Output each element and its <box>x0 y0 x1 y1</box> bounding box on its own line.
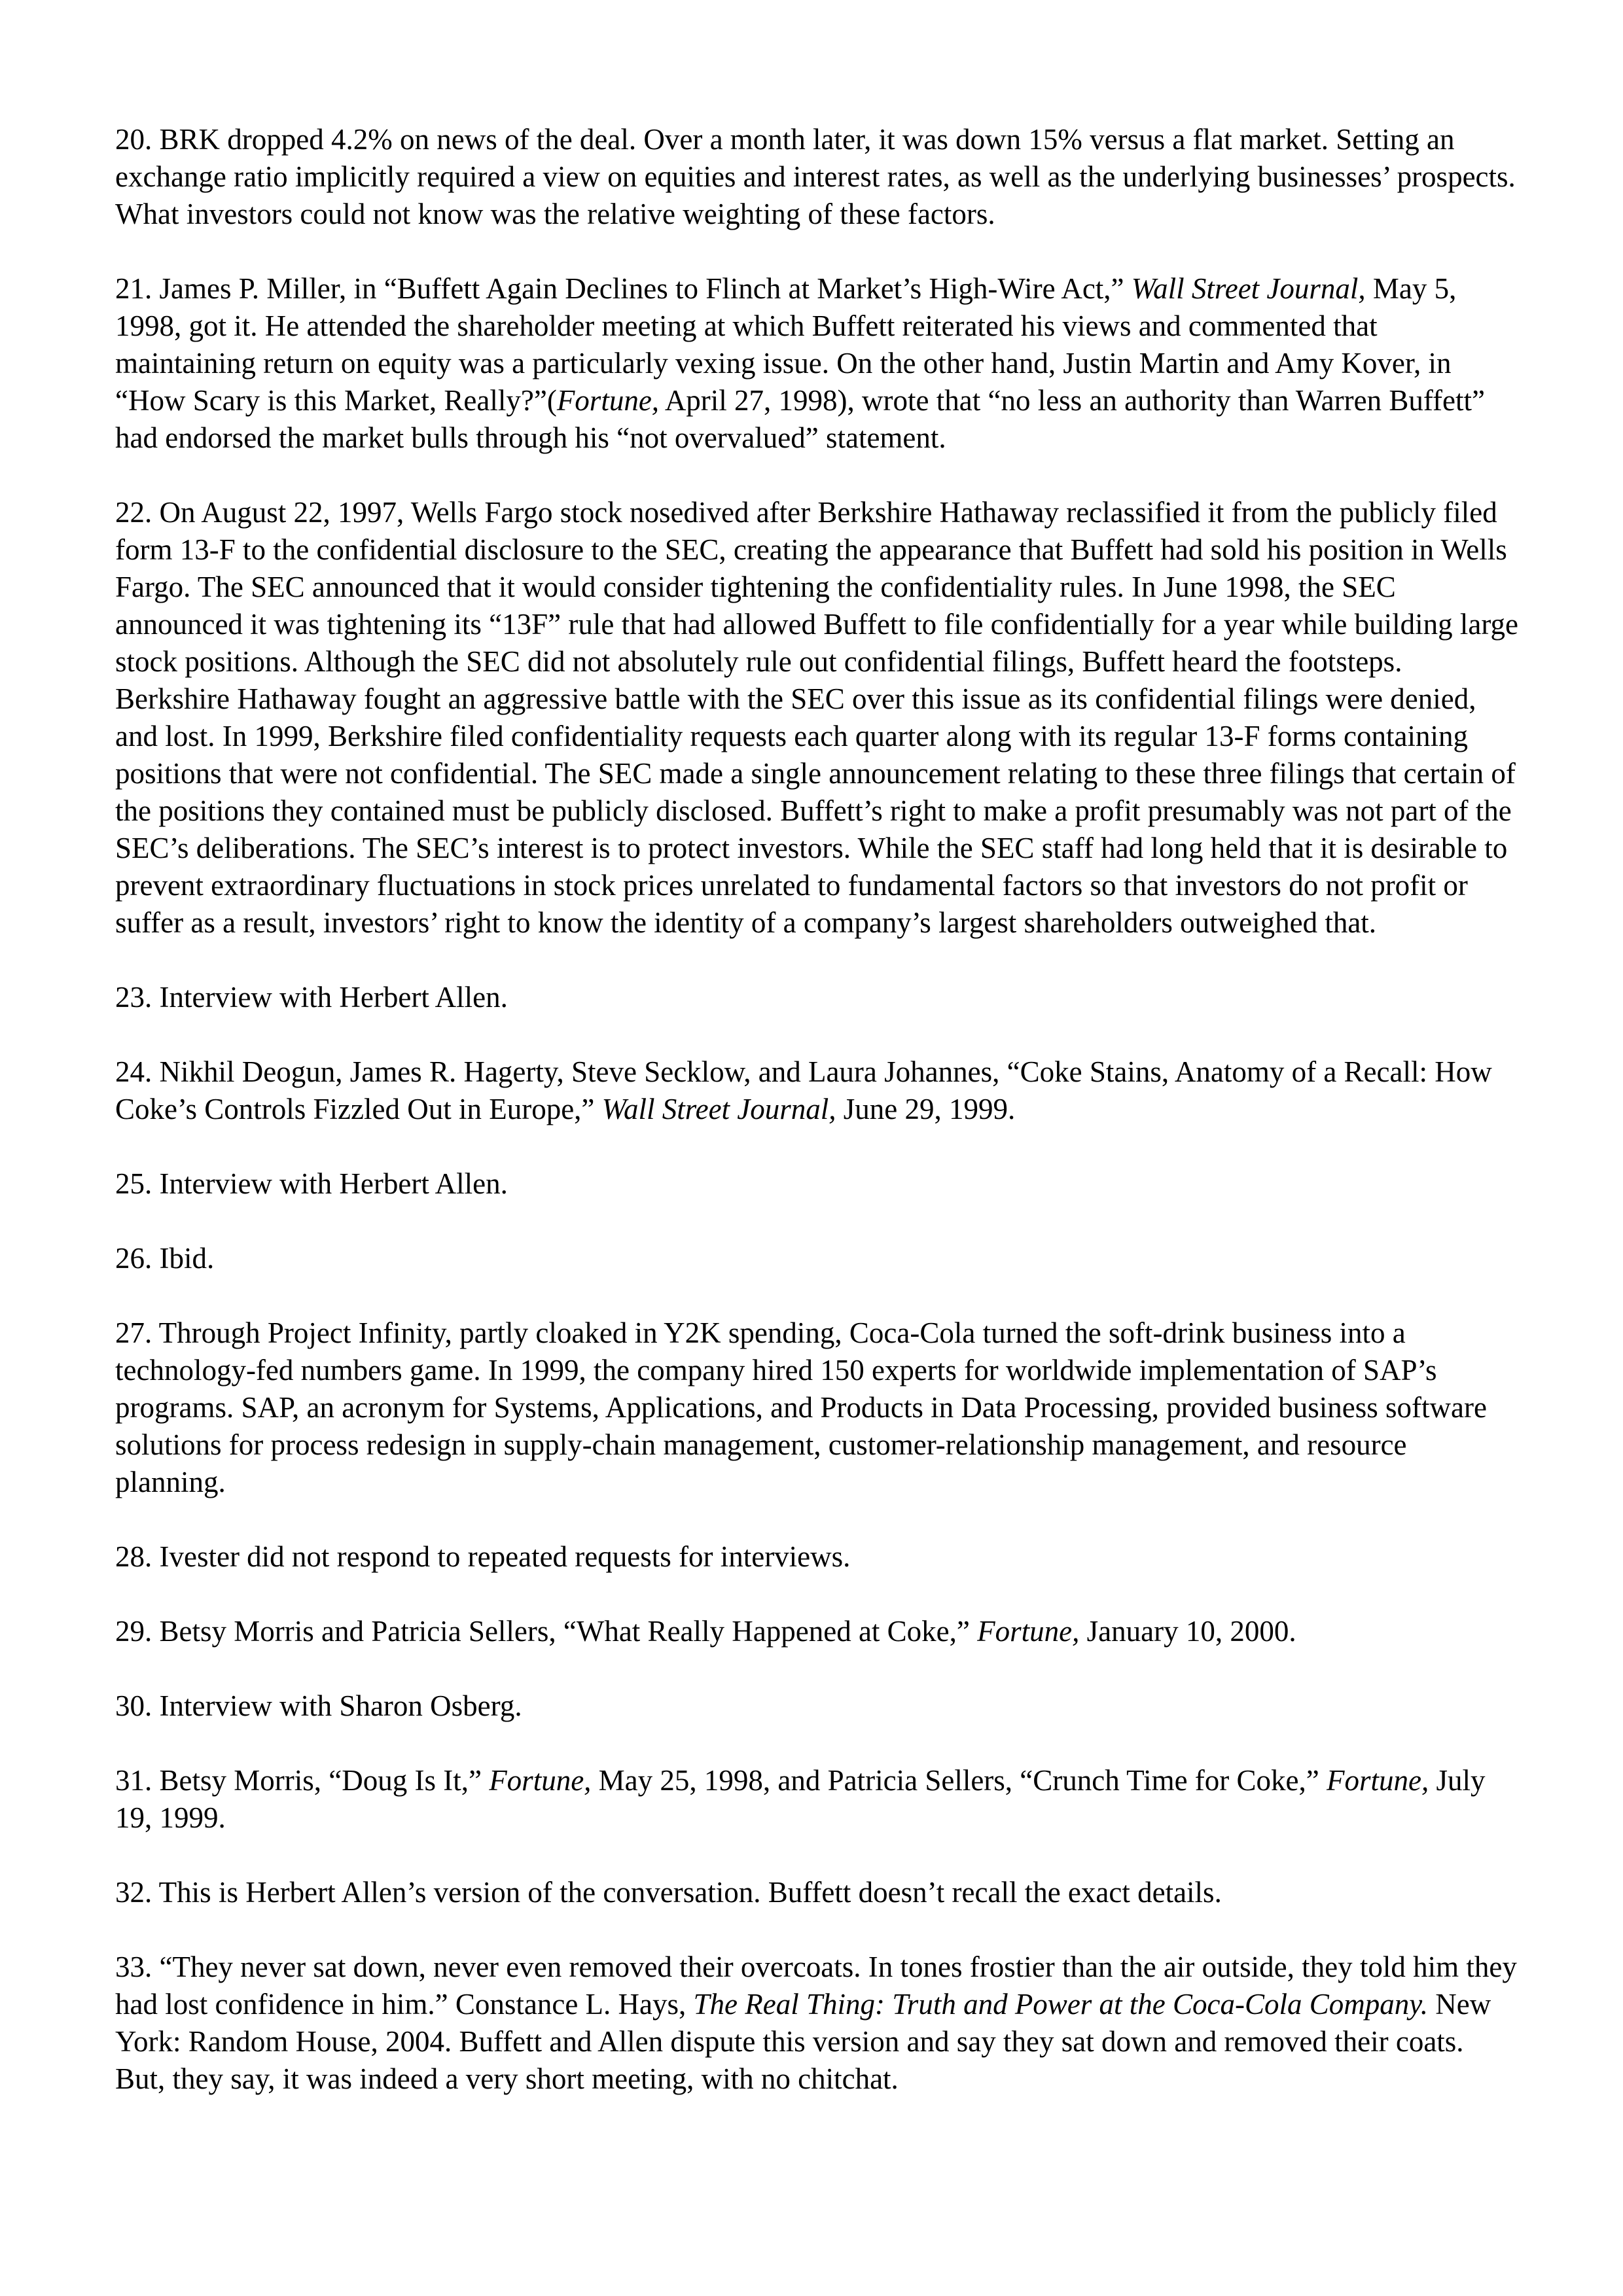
endnote-text: 21. James P. Miller, in “Buffett Again Declines to Flinch at Market’s High-Wire Act,” <box>115 272 1132 305</box>
endnote-text: July 19, 1999. <box>115 1764 1486 1834</box>
endnote <box>115 1165 1518 1203</box>
endnote-text: 26. Ibid. <box>115 1242 215 1275</box>
endnote <box>115 1874 1518 1911</box>
endnote-text: 20. BRK dropped 4.2% on news of the deal. Over a month later, it was down 15% versus a flat market. Setting an exchange ratio implicitly required a view on equities and interest rates, as well as the underlying businesses’ prospects. What investors could not know was the relative weighting of these factors. <box>115 123 1516 230</box>
endnote-italic-title: Fortune, <box>1327 1764 1429 1797</box>
endnote-text: 27. Through Project Infinity, partly cloaked in Y2K spending, Coca-Cola turned the soft-drink business into a technology-fed numbers game. In 1999, the company hired 150 experts for worldwide implementation of SAP’s programs. SAP, an acronym for Systems, Applications, and Products in Data Processing, provided business software solutions for process redesign in supply-chain management, customer-relationship management, and resource planning. <box>115 1316 1487 1498</box>
endnote-text: 31. Betsy Morris, “Doug Is It,” <box>115 1764 490 1797</box>
endnote <box>115 121 1518 233</box>
endnote-text: 29. Betsy Morris and Patricia Sellers, “What Really Happened at Coke,” <box>115 1615 978 1648</box>
endnote-text: June 29, 1999. <box>836 1093 1016 1125</box>
endnotes-list <box>115 121 1518 2098</box>
endnote <box>115 1613 1518 1650</box>
endnote <box>115 1762 1518 1837</box>
endnote-text: May 25, 1998, and Patricia Sellers, “Crunch Time for Coke,” <box>591 1764 1327 1797</box>
endnote <box>115 1538 1518 1576</box>
endnote <box>115 1949 1518 2098</box>
endnote-italic-title: Wall Street Journal, <box>1131 272 1366 305</box>
endnote <box>115 494 1518 942</box>
endnote-italic-title: Fortune, <box>489 1764 592 1797</box>
endnote-text: May 5, 1998, got it. He attended the shareholder meeting at which Buffett reiterated his views and commented that maintaining return on equity was a particularly vexing issue. On the other hand, Justin Martin and Amy Kover, in “How Scary is this Market, Really?”( <box>115 272 1457 417</box>
endnote <box>115 1053 1518 1128</box>
endnote-text: 32. This is Herbert Allen’s version of the conversation. Buffett doesn’t recall the exact details. <box>115 1876 1222 1909</box>
endnote-text: 25. Interview with Herbert Allen. <box>115 1167 508 1200</box>
endnote <box>115 1240 1518 1277</box>
endnote <box>115 979 1518 1016</box>
endnote <box>115 1687 1518 1725</box>
endnote-text: April 27, 1998), wrote that “no less an authority than Warren Buffett” had endorsed the market bulls through his “not overvalued” statement. <box>115 384 1485 454</box>
endnote-text: 23. Interview with Herbert Allen. <box>115 981 508 1014</box>
endnote-italic-title: The Real Thing: Truth and Power at the Coca-Cola Company. <box>693 1988 1429 2021</box>
endnote-text: New York: Random House, 2004. Buffett and Allen dispute this version and say they sat down and removed their coats. But, they say, it was indeed a very short meeting, with no chitchat. <box>115 1988 1491 2095</box>
endnote-text: 28. Ivester did not respond to repeated requests for interviews. <box>115 1540 851 1573</box>
endnote <box>115 1315 1518 1501</box>
endnote-text: 22. On August 22, 1997, Wells Fargo stock nosedived after Berkshire Hathaway reclassified it from the publicly filed form 13-F to the confidential disclosure to the SEC, creating the appearance that Buffett had sold his position in Wells Fargo. The SEC announced that it would consider tightening the confidentiality rules. In June 1998, the SEC announced it was tightening its “13F” rule that had allowed Buffett to file confidentially for a year while building large stock positions. Although the SEC did not absolutely rule out confidential filings, Buffett heard the footsteps. Berkshire Hathaway fought an aggressive battle with the SEC over this issue as its confidential filings were denied, and lost. In 1999, Berkshire filed confidentiality requests each quarter along with its regular 13-F forms containing positions that were not confidential. The SEC made a single announcement relating to these three filings that certain of the positions they contained must be publicly disclosed. Buffett’s right to make a profit presumably was not part of the SEC’s deliberations. The SEC’s interest is to protect investors. While the SEC staff had long held that it is desirable to prevent extraordinary fluctuations in stock prices unrelated to fundamental factors so that investors do not profit or suffer as a result, investors’ right to know the identity of a company’s largest shareholders outweighed that. <box>115 496 1519 939</box>
endnote-italic-title: Fortune, <box>556 384 660 417</box>
endnote-text: 24. Nikhil Deogun, James R. Hagerty, Steve Secklow, and Laura Johannes, “Coke Stains, Anatomy of a Recall: How Coke’s Controls Fizzled Out in Europe,” <box>115 1055 1492 1125</box>
endnote <box>115 270 1518 457</box>
endnote-italic-title: Wall Street Journal, <box>601 1093 836 1125</box>
endnote-text: January 10, 2000. <box>1079 1615 1296 1648</box>
endnote-text: 30. Interview with Sharon Osberg. <box>115 1689 522 1722</box>
endnote-text: 33. “They never sat down, never even removed their overcoats. In tones frostier than the air outside, they told him they had lost confidence in him.” Constance L. Hays, <box>115 1951 1517 2021</box>
endnote-italic-title: Fortune, <box>977 1615 1080 1648</box>
